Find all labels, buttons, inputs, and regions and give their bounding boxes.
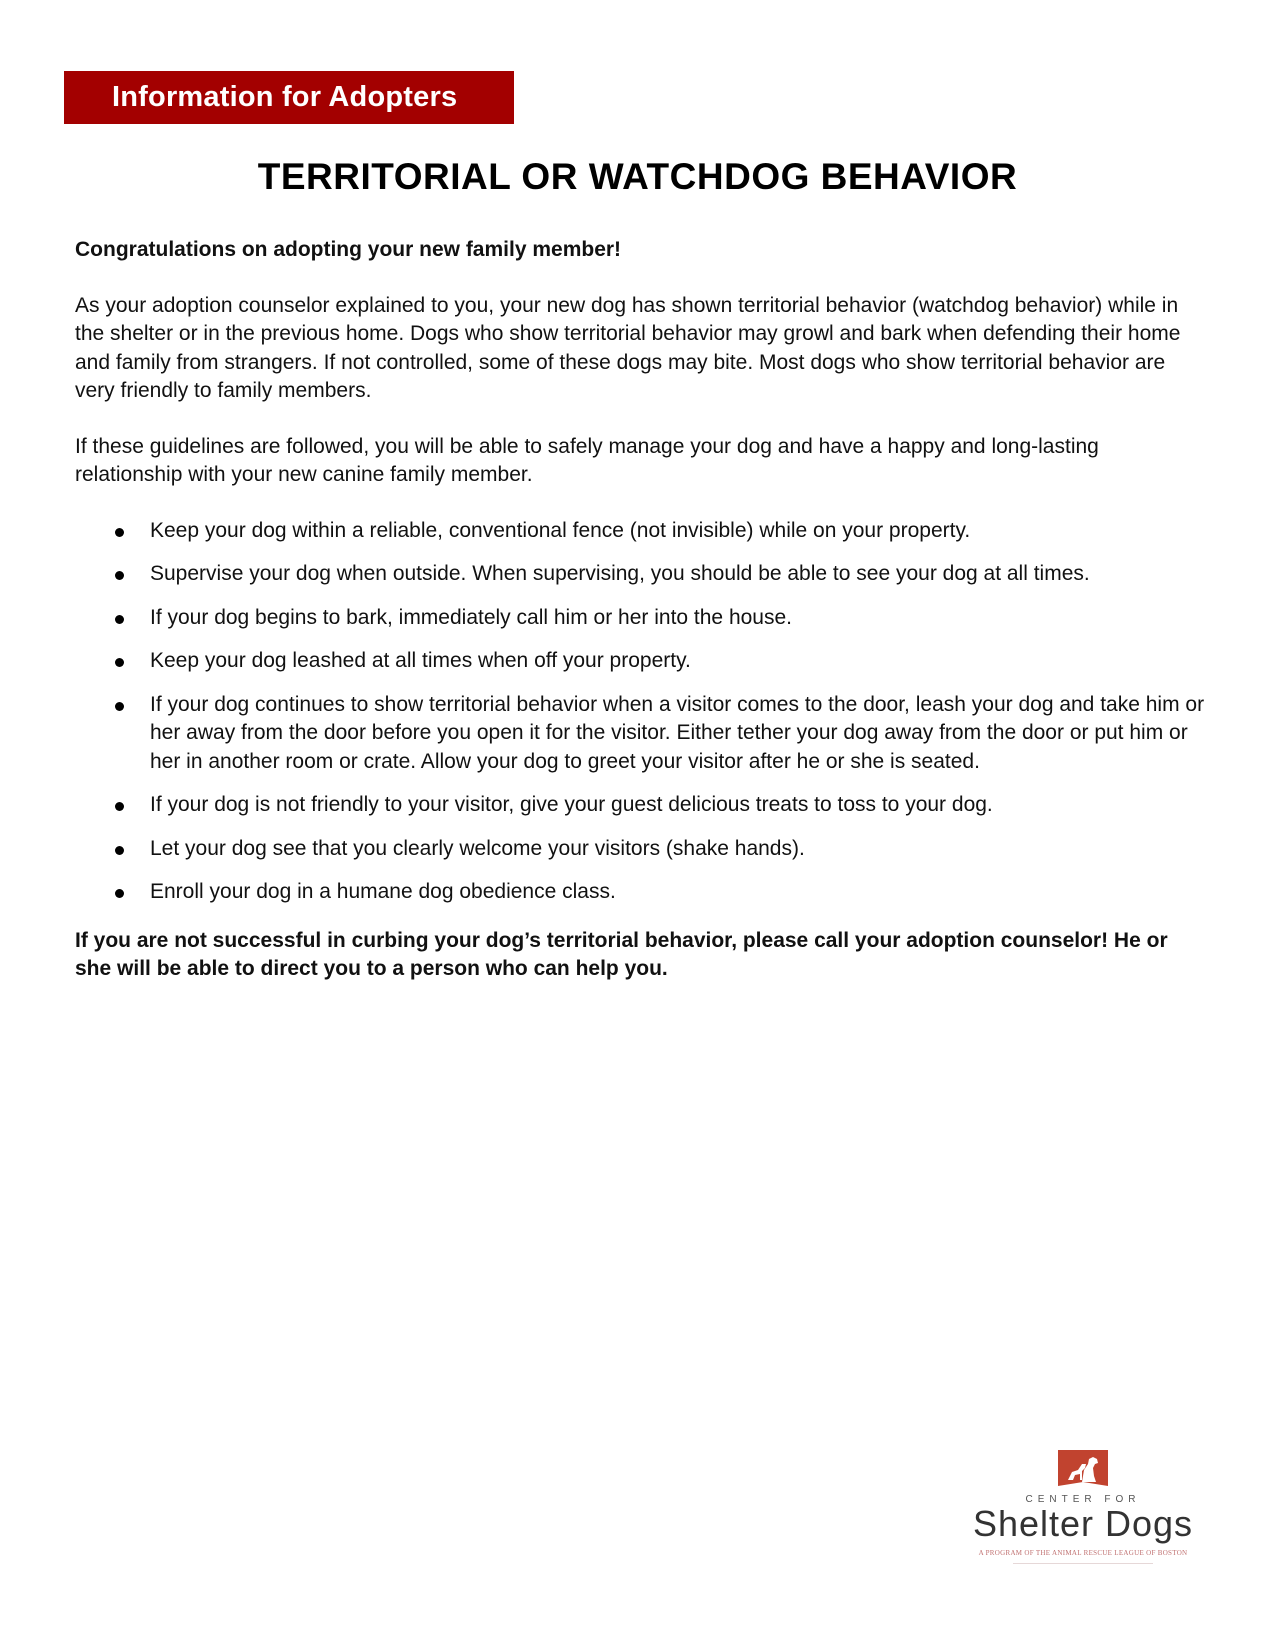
closing-note: If you are not successful in curbing your dog’s territorial behavior, please call your adoption counselor! He or she will be able to direct you to a person who can help you. — [75, 928, 1168, 980]
logo-center-for: CENTER FOR — [1025, 1494, 1141, 1505]
bullet-icon — [115, 846, 124, 855]
banner-label: Information for Adopters — [112, 81, 458, 113]
logo-tagline: A PROGRAM OF THE ANIMAL RESCUE LEAGUE OF BOSTON — [978, 1549, 1188, 1557]
list-item-text: If your dog is not friendly to your visitor, give your guest delicious treats to toss to your dog. — [150, 793, 993, 816]
list-item — [75, 604, 1205, 633]
list-item — [75, 647, 1205, 676]
bullet-icon — [115, 702, 124, 711]
info-banner — [64, 71, 514, 124]
bullet-icon — [115, 802, 124, 811]
list-item-text: If your dog continues to show territorial behavior when a visitor comes to the door, leash your dog and take him or her away from the door before you open it for the visitor. Either tether your dog away from the door or put him or her in another room or crate. Allow your dog to greet your visitor after he or she is seated. — [150, 692, 1205, 773]
list-item-text: Keep your dog within a reliable, conventional fence (not invisible) while on your property. — [150, 518, 971, 542]
list-item-text: Supervise your dog when outside. When supervising, you should be able to see your dog at all times. — [150, 562, 1090, 585]
guidelines-list — [75, 517, 1205, 907]
greeting: Congratulations on adopting your new family member! — [75, 238, 622, 261]
list-item — [75, 517, 1205, 546]
list-item — [75, 878, 1205, 907]
logo-name: Shelter Dogs — [972, 1503, 1194, 1544]
list-item — [75, 791, 1205, 820]
logo-divider — [1013, 1563, 1153, 1564]
list-item-text: Keep your dog leashed at all times when off your property. — [150, 649, 691, 672]
list-item-text: If your dog begins to bark, immediately call him or her into the house. — [150, 605, 792, 629]
guidelines-intro-paragraph: If these guidelines are followed, you will be able to safely manage your dog and have a happy and long-lasting relationship with your new canine family member. — [75, 434, 1099, 486]
list-item — [75, 835, 1205, 864]
intro-paragraph: As your adoption counselor explained to you, your new dog has shown territorial behavior (watchdog behavior) while in the shelter or in the previous home. Dogs who show territorial behavior may growl and bark when defending their home and family from strangers. If not controlled, some of these dogs may bite. Most dogs who show territorial behavior are very friendly to family members. — [75, 293, 1181, 402]
list-item-text: Let your dog see that you clearly welcome your visitors (shake hands). — [150, 836, 805, 860]
bullet-icon — [115, 571, 124, 580]
two-dogs-icon — [1058, 1450, 1108, 1486]
bullet-icon — [115, 615, 124, 624]
list-item-text: Enroll your dog in a humane dog obedience class. — [150, 880, 616, 903]
bullet-icon — [115, 658, 124, 667]
list-item — [75, 560, 1205, 589]
list-item — [75, 691, 1205, 777]
document-body — [75, 236, 1205, 984]
bullet-icon — [115, 528, 124, 537]
center-for-shelter-dogs-logo — [968, 1450, 1198, 1570]
bullet-icon — [115, 889, 124, 898]
page-title: TERRITORIAL OR WATCHDOG BEHAVIOR — [257, 156, 1018, 197]
